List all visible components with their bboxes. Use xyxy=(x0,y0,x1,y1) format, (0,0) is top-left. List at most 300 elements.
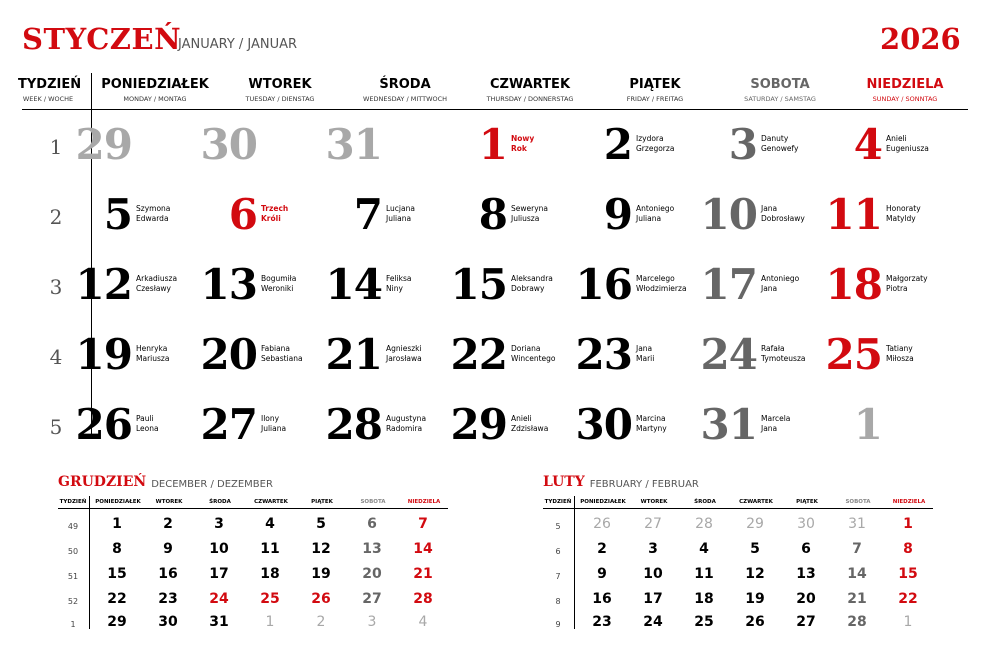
day-number: 5 xyxy=(103,190,132,239)
day-number: 6 xyxy=(228,190,257,239)
mini-calendar-title: LUTY xyxy=(543,474,585,490)
mini-day-number: 6 xyxy=(801,541,811,557)
name-day: Trzech xyxy=(261,204,289,213)
mini-weekday-header: CZWARTEK xyxy=(739,499,773,505)
name-day-list xyxy=(136,274,177,294)
mini-weekday-header: PIĄTEK xyxy=(796,499,818,505)
mini-day-number: 17 xyxy=(643,591,663,607)
name-day-list xyxy=(886,274,928,294)
day-cell xyxy=(450,395,585,455)
weekday-header-5 xyxy=(593,77,717,103)
day-number: 8 xyxy=(478,190,507,239)
mini-day-number: 25 xyxy=(694,614,714,630)
day-number: 27 xyxy=(200,400,257,449)
mini-week-number: 9 xyxy=(555,620,561,629)
day-number: 23 xyxy=(575,330,632,379)
day-cell xyxy=(325,255,460,315)
name-day-list xyxy=(886,344,914,364)
day-cell xyxy=(350,185,460,245)
mini-day-number: 20 xyxy=(362,566,382,582)
day-number: 25 xyxy=(825,330,882,379)
week-number: 2 xyxy=(49,205,63,229)
name-day-list xyxy=(511,414,548,434)
name-day: Niny xyxy=(386,284,403,293)
day-cell xyxy=(600,115,710,175)
weekday-header-week xyxy=(18,77,82,103)
mini-weekday-header: NIEDZIELA xyxy=(407,499,441,505)
day-cell xyxy=(700,185,835,245)
name-day: Leona xyxy=(136,424,159,433)
name-day: Marcina xyxy=(636,414,666,423)
day-cell xyxy=(200,395,335,455)
name-day-list xyxy=(511,134,534,154)
day-number: 12 xyxy=(75,260,132,309)
name-day-list xyxy=(761,204,805,224)
day-cell xyxy=(600,185,710,245)
mini-day-number: 17 xyxy=(209,566,229,582)
mini-week-number: 49 xyxy=(67,522,79,531)
weekday-name: CZWARTEK xyxy=(489,77,571,92)
name-day: Honoraty xyxy=(886,204,921,213)
mini-day-number: 11 xyxy=(260,541,280,557)
day-number: 31 xyxy=(700,400,757,449)
mini-weekday-header: WTOREK xyxy=(640,499,668,505)
mini-day-number: 3 xyxy=(648,541,658,557)
name-day-list xyxy=(761,274,799,294)
name-day: Genowefy xyxy=(761,144,799,153)
name-day: Króli xyxy=(261,214,281,223)
name-day: Wincentego xyxy=(511,354,556,363)
name-day: Sebastiana xyxy=(261,354,303,363)
name-day: Danuty xyxy=(761,134,789,143)
weekday-subtitle: FRIDAY / FREITAG xyxy=(626,95,684,103)
weekday-subtitle: THURSDAY / DONNERSTAG xyxy=(486,95,574,103)
mini-day-number: 22 xyxy=(107,591,127,607)
mini-day-number: 15 xyxy=(107,566,127,582)
name-day: Aleksandra xyxy=(511,274,553,283)
day-cell xyxy=(725,115,835,175)
name-day-list xyxy=(261,414,286,434)
name-day: Jarosława xyxy=(386,354,422,363)
weekday-name: WTOREK xyxy=(248,77,312,92)
mini-day-number: 14 xyxy=(413,541,433,557)
name-day-list xyxy=(761,414,790,434)
name-day: Fabiana xyxy=(261,344,291,353)
mini-week-number: 7 xyxy=(555,572,561,581)
day-number: 31 xyxy=(325,120,382,169)
mini-day-number: 21 xyxy=(413,566,433,582)
weekday-subtitle: SATURDAY / SAMSTAG xyxy=(744,95,816,103)
name-day-list xyxy=(136,344,169,364)
weekday-header-3 xyxy=(343,77,467,103)
mini-week-number: 1 xyxy=(70,620,76,629)
mini-day-number: 27 xyxy=(362,591,382,607)
mini-day-number: 4 xyxy=(699,541,709,557)
name-day: Jana xyxy=(761,424,778,433)
mini-day-number: 26 xyxy=(593,516,611,532)
name-day: Tymoteusza xyxy=(761,354,806,363)
weekday-subtitle: WEDNESDAY / MITTWOCH xyxy=(362,95,448,103)
mini-day-number: 23 xyxy=(158,591,178,607)
weekday-header-1 xyxy=(93,77,217,103)
mini-day-number: 5 xyxy=(750,541,760,557)
name-day: Antoniego xyxy=(761,274,800,283)
name-day: Anieli xyxy=(886,134,907,143)
mini-day-number: 26 xyxy=(311,591,331,607)
mini-day-number: 30 xyxy=(797,516,815,532)
weekday-header-6 xyxy=(718,77,842,103)
mini-day-number: 12 xyxy=(745,566,765,582)
mini-day-number: 9 xyxy=(163,541,173,557)
mini-day-number: 28 xyxy=(847,614,867,630)
day-number: 21 xyxy=(325,330,382,379)
mini-weekday-header: PONIEDZIAŁEK xyxy=(95,499,141,505)
name-day-list xyxy=(511,204,548,224)
day-number: 17 xyxy=(700,260,757,309)
name-day: Henryka xyxy=(136,344,168,353)
name-day: Juliana xyxy=(261,424,287,433)
name-day: Włodzimierza xyxy=(636,284,687,293)
mini-day-number: 9 xyxy=(597,566,607,582)
name-day: Juliana xyxy=(386,214,412,223)
name-day: Zdzisława xyxy=(511,424,549,433)
mini-week-number: 50 xyxy=(67,547,79,556)
day-cell xyxy=(200,115,335,175)
weekday-name: ŚRODA xyxy=(379,77,431,92)
weekday-name: NIEDZIELA xyxy=(866,77,944,92)
day-cell xyxy=(450,255,585,315)
mini-day-number: 10 xyxy=(643,566,663,582)
name-day-list xyxy=(636,414,667,434)
name-day-list xyxy=(261,274,296,294)
day-cell xyxy=(75,395,210,455)
day-number: 22 xyxy=(450,330,507,379)
header-divider xyxy=(22,109,968,110)
name-day: Dobrosławy xyxy=(761,214,805,223)
mini-day-number: 19 xyxy=(311,566,331,582)
weekday-name: PIĄTEK xyxy=(629,77,681,92)
name-day: Antoniego xyxy=(636,204,675,213)
name-day-list xyxy=(136,414,159,434)
mini-day-number: 12 xyxy=(311,541,331,557)
mini-day-number: 10 xyxy=(209,541,229,557)
day-cell xyxy=(575,255,710,315)
weekday-subtitle: WEEK / WOCHE xyxy=(22,95,74,103)
mini-week-number: 6 xyxy=(555,547,561,556)
day-cell xyxy=(200,325,335,385)
name-day: Marcela xyxy=(761,414,791,423)
name-day: Marcelego xyxy=(636,274,675,283)
mini-day-number: 8 xyxy=(112,541,122,557)
name-day-list xyxy=(511,344,555,364)
day-number: 7 xyxy=(353,190,382,239)
day-number: 4 xyxy=(853,120,882,169)
mini-weekday-header: PIĄTEK xyxy=(311,499,333,505)
name-day-list xyxy=(261,204,288,224)
mini-calendar-subtitle: DECEMBER / DEZEMBER xyxy=(151,479,273,490)
day-number: 1 xyxy=(478,120,507,169)
day-cell xyxy=(700,325,835,385)
name-day: Rok xyxy=(511,144,527,153)
mini-day-number: 6 xyxy=(367,516,377,532)
mini-weekday-header: CZWARTEK xyxy=(254,499,288,505)
month-title: STYCZEŃ xyxy=(22,22,182,56)
name-day-list xyxy=(386,274,412,294)
mini-day-number: 15 xyxy=(898,566,918,582)
day-number: 16 xyxy=(575,260,632,309)
mini-day-number: 2 xyxy=(316,614,326,630)
mini-weekday-header: WTOREK xyxy=(155,499,183,505)
mini-day-number: 18 xyxy=(694,591,714,607)
mini-day-number: 1 xyxy=(903,516,913,532)
mini-day-number: 2 xyxy=(163,516,173,532)
name-day-list xyxy=(886,134,929,154)
name-day-list xyxy=(636,134,674,154)
day-number: 11 xyxy=(825,190,882,239)
name-day: Agnieszki xyxy=(386,344,422,353)
mini-day-number: 22 xyxy=(898,591,918,607)
mini-week-number: 8 xyxy=(555,597,561,606)
mini-day-number: 4 xyxy=(265,516,275,532)
mini-weekday-header: TYDZIEŃ xyxy=(544,499,572,505)
mini-day-number: 13 xyxy=(362,541,382,557)
day-number: 29 xyxy=(450,400,507,449)
name-day: Radomira xyxy=(386,424,423,433)
name-day: Jana xyxy=(761,284,778,293)
mini-weekday-header: PONIEDZIAŁEK xyxy=(580,499,626,505)
name-day: Jana xyxy=(636,344,653,353)
name-day-list xyxy=(636,344,654,364)
week-number: 3 xyxy=(49,275,63,299)
day-cell xyxy=(200,255,335,315)
mini-day-number: 31 xyxy=(848,516,866,532)
name-day: Mariusza xyxy=(136,354,170,363)
day-number: 9 xyxy=(603,190,632,239)
mini-day-number: 1 xyxy=(112,516,122,532)
mini-day-number: 5 xyxy=(316,516,326,532)
day-number: 1 xyxy=(853,400,882,449)
name-day-list xyxy=(636,274,687,294)
mini-week-number: 52 xyxy=(67,597,79,606)
mini-weekday-header: ŚRODA xyxy=(694,499,716,505)
name-day: Martyny xyxy=(636,424,667,433)
name-day: Marii xyxy=(636,354,655,363)
day-cell xyxy=(450,325,585,385)
name-day: Szymona xyxy=(136,204,171,213)
day-cell xyxy=(575,395,710,455)
name-day: Dobrawy xyxy=(511,284,545,293)
day-number: 15 xyxy=(450,260,507,309)
name-day: Miłosza xyxy=(886,354,914,363)
name-day: Czesławy xyxy=(136,284,171,293)
day-number: 20 xyxy=(200,330,257,379)
mini-calendar-title: GRUDZIEŃ xyxy=(58,474,147,490)
day-number: 10 xyxy=(700,190,757,239)
name-day: Augustyna xyxy=(386,414,427,423)
mini-week-divider xyxy=(89,496,90,629)
year-label: 2026 xyxy=(880,22,961,56)
name-day: Weroniki xyxy=(261,284,294,293)
name-day: Juliana xyxy=(636,214,662,223)
name-day: Jana xyxy=(761,204,778,213)
name-day: Eugeniusza xyxy=(886,144,929,153)
mini-day-number: 18 xyxy=(260,566,280,582)
name-day: Edwarda xyxy=(136,214,169,223)
day-number: 3 xyxy=(728,120,757,169)
weekday-name: TYDZIEŃ xyxy=(18,77,82,92)
mini-day-number: 21 xyxy=(847,591,867,607)
day-cell xyxy=(325,395,460,455)
mini-day-number: 2 xyxy=(597,541,607,557)
mini-day-number: 1 xyxy=(265,614,275,630)
week-number: 4 xyxy=(49,345,63,369)
name-day: Doriana xyxy=(511,344,541,353)
day-cell xyxy=(75,115,210,175)
day-number: 19 xyxy=(75,330,132,379)
name-day: Ilony xyxy=(261,414,280,423)
mini-day-number: 23 xyxy=(592,614,612,630)
day-cell xyxy=(575,325,710,385)
mini-day-number: 27 xyxy=(644,516,662,532)
mini-day-number: 26 xyxy=(745,614,765,630)
mini-day-number: 3 xyxy=(214,516,224,532)
day-number: 24 xyxy=(700,330,757,379)
name-day: Juliusza xyxy=(511,214,540,223)
weekday-header-4 xyxy=(468,77,592,103)
day-number: 14 xyxy=(325,260,382,309)
day-cell xyxy=(325,325,460,385)
mini-day-number: 14 xyxy=(847,566,867,582)
name-day-list xyxy=(386,204,415,224)
mini-day-number: 7 xyxy=(418,516,428,532)
day-number: 13 xyxy=(200,260,257,309)
mini-day-number: 16 xyxy=(592,591,612,607)
name-day-list xyxy=(136,204,170,224)
mini-day-number: 29 xyxy=(107,614,127,630)
week-number: 5 xyxy=(49,415,63,439)
day-cell xyxy=(825,255,960,315)
day-cell xyxy=(825,185,960,245)
day-cell xyxy=(100,185,210,245)
mini-header-divider xyxy=(543,508,933,509)
day-cell xyxy=(850,395,960,455)
name-day-list xyxy=(761,344,806,364)
day-number: 26 xyxy=(75,400,132,449)
name-day-list xyxy=(886,204,921,224)
mini-week-number: 51 xyxy=(67,572,79,581)
mini-weekday-header: TYDZIEŃ xyxy=(59,499,87,505)
name-day: Lucjana xyxy=(386,204,415,213)
name-day: Bogumiła xyxy=(261,274,297,283)
day-cell xyxy=(850,115,960,175)
weekday-header-2 xyxy=(218,77,342,103)
mini-day-number: 24 xyxy=(643,614,663,630)
mini-day-number: 1 xyxy=(903,614,913,630)
name-day-list xyxy=(636,204,674,224)
day-number: 29 xyxy=(75,120,132,169)
mini-day-number: 11 xyxy=(694,566,714,582)
mini-weekday-header: SOBOTA xyxy=(845,499,871,505)
mini-day-number: 28 xyxy=(413,591,433,607)
day-cell xyxy=(700,255,835,315)
mini-day-number: 20 xyxy=(796,591,816,607)
mini-weekday-header: SOBOTA xyxy=(360,499,386,505)
name-day-list xyxy=(511,274,553,294)
weekday-header-7 xyxy=(843,77,967,103)
day-cell xyxy=(700,395,835,455)
name-day: Arkadiusza xyxy=(136,274,178,283)
mini-week-number: 5 xyxy=(555,522,561,531)
day-cell xyxy=(225,185,335,245)
name-day-list xyxy=(386,414,426,434)
day-cell xyxy=(325,115,460,175)
name-day: Nowy xyxy=(511,134,535,143)
weekday-name: SOBOTA xyxy=(750,77,810,92)
mini-day-number: 7 xyxy=(852,541,862,557)
mini-header-divider xyxy=(58,508,448,509)
mini-weekday-header: NIEDZIELA xyxy=(892,499,926,505)
weekday-subtitle: SUNDAY / SONNTAG xyxy=(872,95,938,103)
day-number: 30 xyxy=(200,120,257,169)
mini-day-number: 19 xyxy=(745,591,765,607)
day-number: 30 xyxy=(575,400,632,449)
mini-day-number: 13 xyxy=(796,566,816,582)
weekday-subtitle: TUESDAY / DIENSTAG xyxy=(245,95,315,103)
name-day: Piotra xyxy=(886,284,908,293)
name-day-list xyxy=(386,344,422,364)
week-number: 1 xyxy=(49,135,63,159)
name-day: Pauli xyxy=(136,414,154,423)
mini-day-number: 25 xyxy=(260,591,280,607)
weekday-name: PONIEDZIAŁEK xyxy=(101,77,209,92)
mini-day-number: 4 xyxy=(418,614,428,630)
mini-day-number: 8 xyxy=(903,541,913,557)
mini-day-number: 31 xyxy=(209,614,229,630)
day-number: 18 xyxy=(825,260,882,309)
mini-day-number: 29 xyxy=(746,516,764,532)
name-day: Anieli xyxy=(511,414,532,423)
day-cell xyxy=(825,325,960,385)
name-day: Grzegorza xyxy=(636,144,675,153)
day-cell xyxy=(475,115,585,175)
mini-calendar-subtitle: FEBRUARY / FEBRUAR xyxy=(589,479,699,490)
weekday-subtitle: MONDAY / MONTAG xyxy=(123,95,187,103)
day-cell xyxy=(475,185,585,245)
mini-week-divider xyxy=(574,496,575,629)
day-number: 2 xyxy=(603,120,632,169)
mini-day-number: 24 xyxy=(209,591,229,607)
mini-day-number: 28 xyxy=(695,516,713,532)
day-number: 28 xyxy=(325,400,382,449)
name-day-list xyxy=(261,344,303,364)
name-day: Matyldy xyxy=(886,214,916,223)
day-cell xyxy=(75,325,210,385)
mini-weekday-header: ŚRODA xyxy=(209,499,231,505)
name-day: Izydora xyxy=(636,134,664,143)
name-day: Seweryna xyxy=(511,204,548,213)
day-cell xyxy=(75,255,210,315)
mini-day-number: 16 xyxy=(158,566,178,582)
mini-day-number: 3 xyxy=(367,614,377,630)
name-day: Małgorzaty xyxy=(886,274,928,283)
name-day-list xyxy=(761,134,798,154)
mini-day-number: 27 xyxy=(796,614,816,630)
month-subtitle: JANUARY / JANUAR xyxy=(178,37,298,52)
name-day: Feliksa xyxy=(386,274,412,283)
mini-day-number: 30 xyxy=(158,614,178,630)
name-day: Rafała xyxy=(761,344,785,353)
name-day: Tatiany xyxy=(886,344,913,353)
